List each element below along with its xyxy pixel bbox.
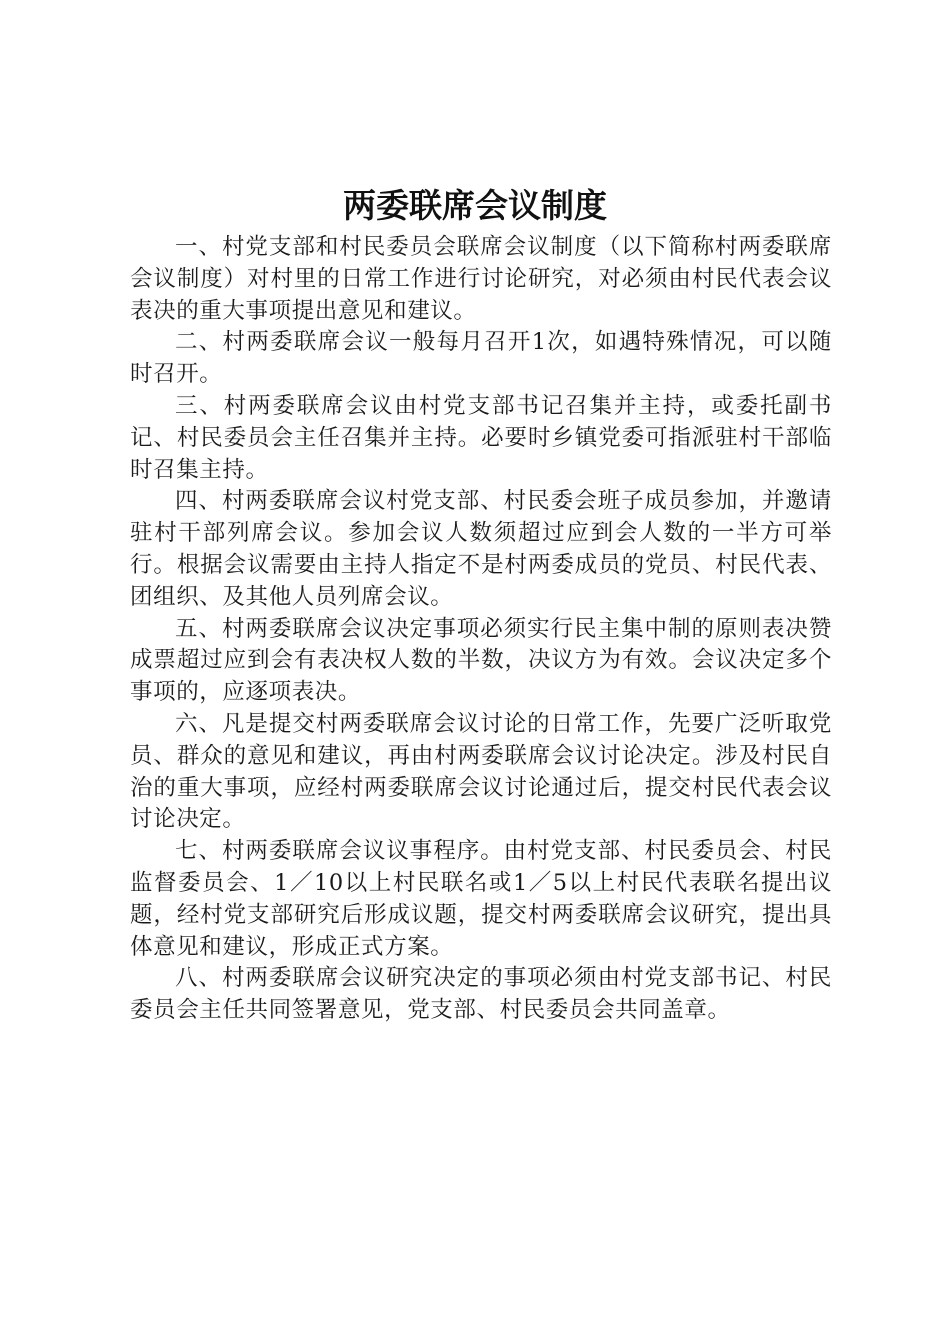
paragraph-7: 七、村两委联席会议议事程序。由村党支部、村民委员会、村民监督委员会、1／10以上村民联名或1／5以上村民代表联名提出议题，经村党支部研究后形成议题，提交村两委联席会议研究，提出具体意见和建议，形成正式方案。 [130,838,832,960]
page-title: 两委联席会议制度 [343,186,607,225]
paragraph-2: 二、村两委联席会议一般每月召开1次，如遇特殊情况，可以随时召开。 [130,329,832,388]
paragraph-6: 六、凡是提交村两委联席会议讨论的日常工作，先要广泛听取党员、群众的意见和建议，再由村两委联席会议讨论决定。涉及村民自治的重大事项，应经村两委联席会议讨论通过后，提交村民代表会议讨论决定。 [130,710,832,833]
paragraph-1: 一、村党支部和村民委员会联席会议制度（以下简称村两委联席会议制度）对村里的日常工作进行讨论研究，对必须由村民代表会议表决的重大事项提出意见和建议。 [130,234,832,324]
paragraph-4: 四、村两委联席会议村党支部、村民委会班子成员参加，并邀请驻村干部列席会议。参加会议人数须超过应到会人数的一半方可举行。根据会议需要由主持人指定不是村两委成员的党员、村民代表、团组织、及其他人员列席会议。 [130,488,832,610]
paragraph-5: 五、村两委联席会议决定事项必须实行民主集中制的原则表决赞成票超过应到会有表决权人数的半数，决议方为有效。会议决定多个事项的，应逐项表决。 [130,615,832,706]
document-body [130,232,832,1027]
paragraph-3: 三、村两委联席会议由村党支部书记召集并主持，或委托副书记、村民委员会主任召集并主持。必要时乡镇党委可指派驻村干部临时召集主持。 [130,392,832,483]
paragraph-8: 八、村两委联席会议研究决定的事项必须由村党支部书记、村民委员会主任共同签署意见，党支部、村民委员会共同盖章。 [130,965,832,1024]
